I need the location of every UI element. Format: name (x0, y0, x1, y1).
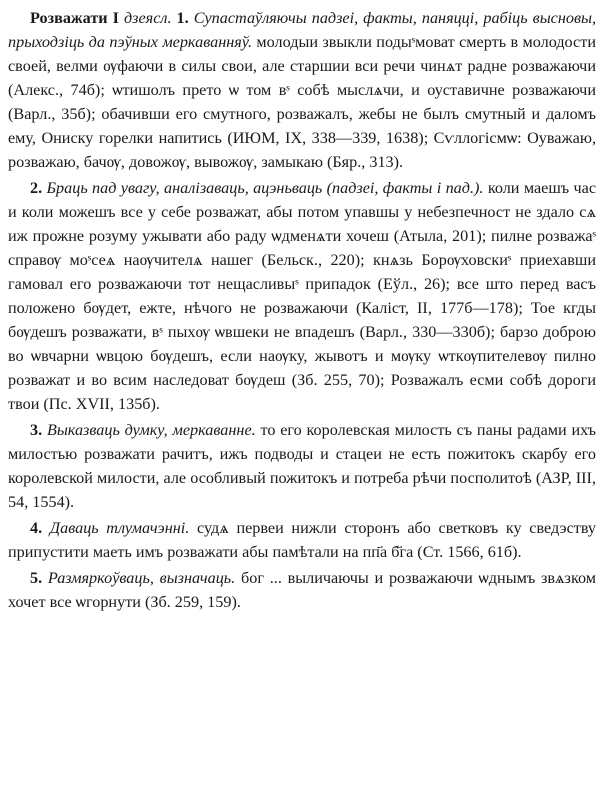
sense-quotations: коли маешъ час и коли можешъ все у себе розважат, абы потом упавшы у небезпечност не здало сѧ иж прожне розуму ужывати або раду ѡдменѧти хочеш (Атыла, 201); пилне розважаˢ справѹ моˢсеѧ наѹчителѧ нашег (Бельск., 220); кнѧзь Борѹховскиˢ приехавши гамовал его розважаючи тот нещасливыˢ припадок (Еўл., 26); все што перед васъ положено бѹдет, ежте, нѣчого не розважаючи (Каліст, II, 177б—178); Тое кгды бѹдешъ розважати, вˢ пыхѹ ѡвшеки не впадешъ (Варл., 330—330б); барзо доброю во ѡвчарни ѡвцою бѹдешъ, если наѹку, жывотъ и мѹку ѡткѹпителевѹ пилно розважат и во всим наследоват бѹдеш (Зб. 255, 70); Розважалъ есми собѣ дороги твои (Пс. XVII, 135б). (8, 179, 597, 413)
part-of-speech: дзеясл. (123, 9, 172, 27)
sense-5 (8, 566, 596, 614)
sense-gloss: Даваць тлумачэнні. (49, 519, 190, 537)
sense-number: 4. (30, 519, 43, 537)
homonym-number: I (112, 9, 119, 27)
sense-quotations: бог ... выличаючы и розважаючи ѡднымъ звѧзком хочет все ѡгорнути (Зб. 259, 159). (8, 569, 597, 611)
sense-quotations: судѧ первеи нижли сторонъ або светковъ ку сведэству припустити маеть имъ розважати абы памѣтали на пп҃а б҃га (Ст. 1566, 61б). (8, 519, 597, 561)
headword: Розважати (30, 9, 108, 27)
sense-gloss: Супастаўляючы падзеі, факты, паняцці, рабіць высновы, прыходзіць да пэўных меркаванняў. (8, 9, 597, 51)
sense-number: 5. (30, 569, 43, 587)
sense-2 (8, 176, 596, 416)
sense-quotations: молодыи звыкли подыˢмоват смерть в молодости своей, велми ѹфаючи в силы свои, але старшии вси речи чинѧт радне розважаючи (Алекс., 74б); ѡтишолъ прето ѡ том вˢ собѣ мыслѧчи, и оуставичне розважаючи (Варл., 35б); обачивши его смутного, розважалъ, жебы не былъ смутный и даломъ ему, Ониску горелки напитись (ИЮМ, IX, 338—339, 1638); Сѵллогісмѡ: Оуважаю, розважаю, бачѹ, довожѹ, вывожѹ, замыкаю (Бяр., 313). (8, 33, 596, 171)
sense-4 (8, 516, 596, 564)
sense-3 (8, 418, 596, 514)
sense-1 (8, 6, 596, 174)
sense-quotations: то его королевская милость съ паны радами ихъ милостью розважати рачитъ, ижъ подводы и стацеи не есть пожитокъ скарбу его королевской милости, але особливый пожитокъ и потреба рѣчи посполитоѣ (АЗР, III, 54, 1554). (8, 421, 596, 511)
sense-number: 3. (30, 421, 43, 439)
sense-number: 1. (176, 9, 189, 27)
sense-number: 2. (30, 179, 43, 197)
sense-gloss: Браць пад увагу, аналізаваць, ацэньваць (падзеі, факты і пад.). (46, 179, 484, 197)
sense-gloss: Размяркоўваць, вызначаць. (47, 569, 236, 587)
sense-gloss: Выказваць думку, меркаванне. (46, 421, 256, 439)
